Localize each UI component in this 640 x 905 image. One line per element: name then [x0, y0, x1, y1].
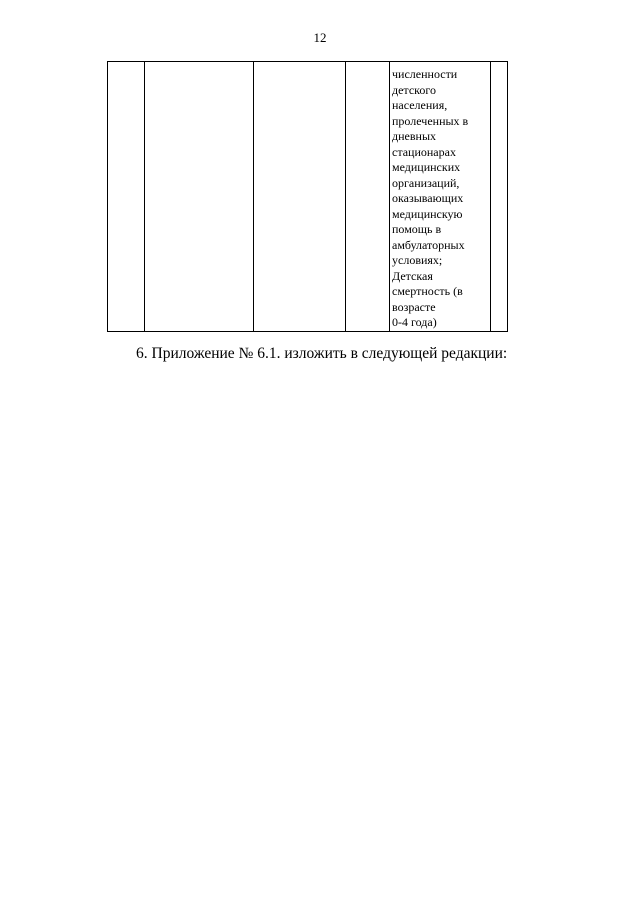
page-number: 12	[313, 30, 327, 45]
table-cell-6	[491, 62, 508, 332]
table-cell-1	[108, 62, 145, 332]
table-cell-4	[346, 62, 390, 332]
amendment-instruction: 6. Приложение № 6.1. изложить в следующей редакции:	[136, 345, 508, 362]
continuation-table	[107, 61, 508, 332]
table-cell-2	[145, 62, 254, 332]
table-cell-3	[254, 62, 346, 332]
table-row	[108, 62, 508, 332]
table-cell-indicator-text: численности детского населения, пролеченных в дневных стационарах медицинских организаций, оказывающих медицинскую помощь в амбулаторных условиях; Детская смертность (в возрасте 0-4 года)	[390, 62, 491, 332]
